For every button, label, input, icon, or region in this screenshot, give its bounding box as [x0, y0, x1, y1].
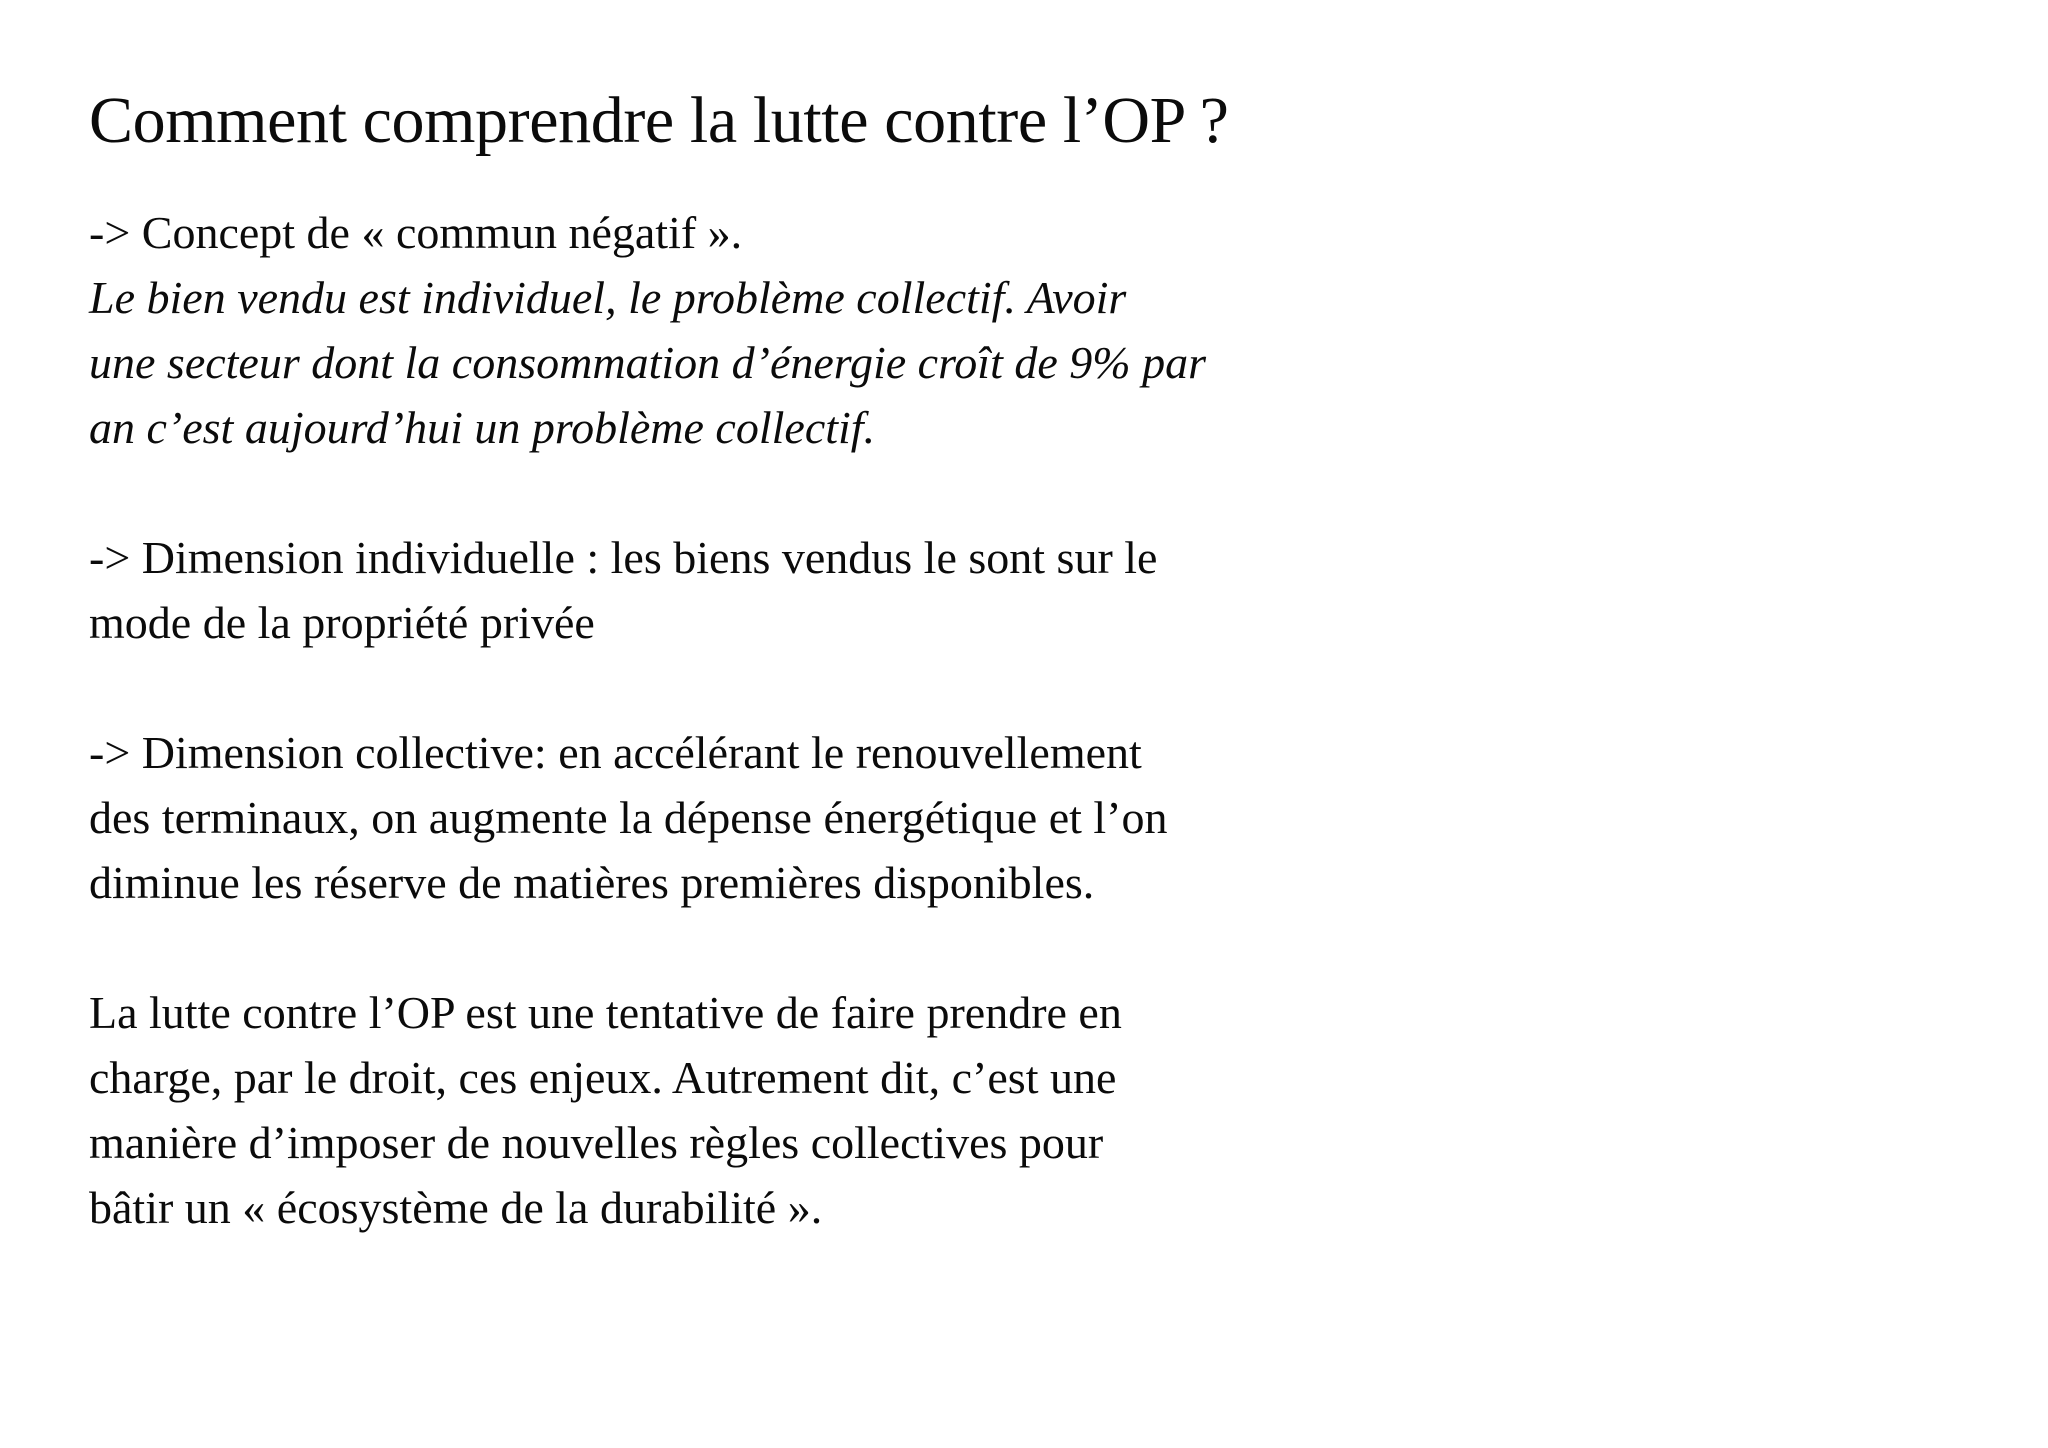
slide-body: [89, 200, 1409, 1240]
text-line: -> Dimension collective: en accélérant le renouvellement: [89, 727, 1142, 778]
text-line: des terminaux, on augmente la dépense énergétique et l’on: [89, 792, 1168, 843]
paragraph-dimension-collective: [89, 720, 1409, 915]
slide-title: Comment comprendre la lutte contre l’OP ?: [89, 84, 1229, 157]
text-line: charge, par le droit, ces enjeux. Autrement dit, c’est une: [89, 1052, 1117, 1103]
paragraph-conclusion: [89, 980, 1409, 1240]
slide-content: [89, 78, 1409, 1240]
italic-text-line: Le bien vendu est individuel, le problème collectif. Avoir: [89, 272, 1127, 323]
text-line: manière d’imposer de nouvelles règles collectives pour: [89, 1117, 1104, 1168]
italic-text-line: an c’est aujourd’hui un problème collectif.: [89, 402, 876, 453]
paragraph-commun-negatif: [89, 200, 1409, 460]
text-line: -> Dimension individuelle : les biens vendus le sont sur le: [89, 532, 1158, 583]
text-line: diminue les réserve de matières premières disponibles.: [89, 857, 1095, 908]
paragraph-dimension-individuelle: [89, 525, 1409, 655]
text-line: La lutte contre l’OP est une tentative de faire prendre en: [89, 987, 1122, 1038]
text-line: mode de la propriété privée: [89, 597, 595, 648]
text-line: bâtir un « écosystème de la durabilité ».: [89, 1182, 823, 1233]
text-line: -> Concept de « commun négatif ».: [89, 207, 743, 258]
italic-text-line: une secteur dont la consommation d’énergie croît de 9% par: [89, 337, 1206, 388]
